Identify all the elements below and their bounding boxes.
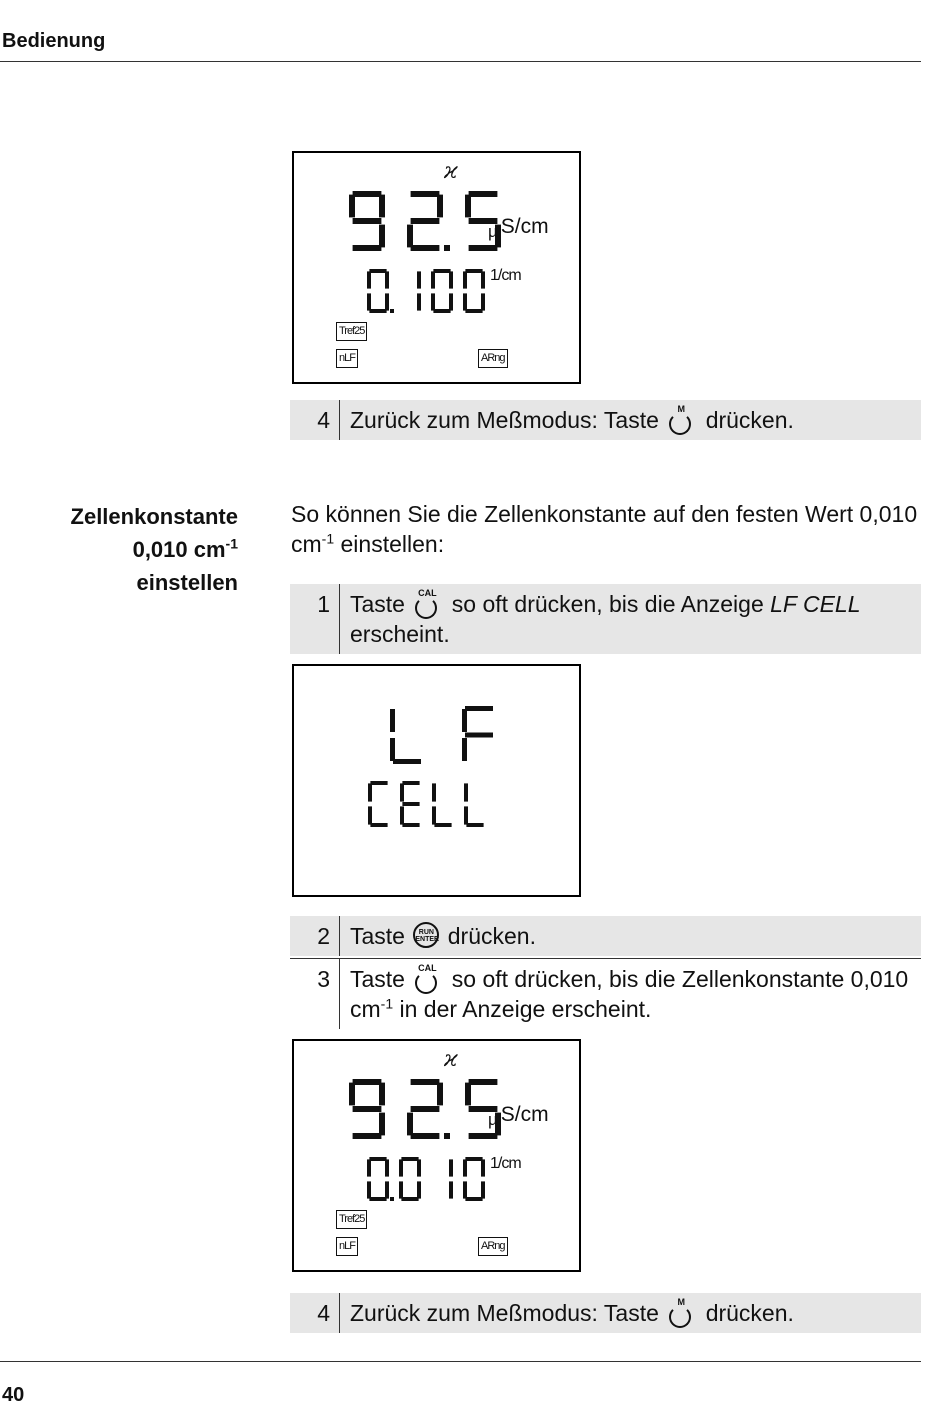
lcd-segment-0-a: [465, 1157, 482, 1161]
lcd-display-lf-cell: [292, 664, 581, 897]
step-text: [340, 400, 921, 440]
lcd-segment-2-e: [407, 225, 413, 248]
lcd-segment-9-g: [353, 1106, 382, 1112]
lcd-segment-0-e: [367, 1181, 371, 1198]
step-text: [340, 1293, 921, 1333]
micro-prefix: µ: [488, 1110, 498, 1129]
lcd-segment-0-f: [367, 271, 371, 288]
step-text-before: Taste: [350, 591, 405, 617]
step-text-after: in der Anzeige erscheint.: [393, 996, 652, 1022]
side-heading-line3: einstellen: [136, 570, 238, 595]
lcd-segment-0-b: [417, 1159, 421, 1176]
step-text-after: erscheint.: [350, 621, 450, 647]
m-key-icon: [667, 404, 697, 433]
enter-key-label: ENTER: [415, 936, 440, 943]
cal-key-icon: [413, 963, 443, 992]
lcd-segment-E-a: [402, 781, 419, 785]
lcd-segment-9-c: [379, 1113, 385, 1136]
lcd-segment-0-d: [465, 309, 482, 313]
run-enter-key-icon: [413, 922, 439, 948]
m-key-label: M: [677, 404, 686, 414]
lcd-segment-0-c: [481, 1181, 485, 1198]
lcd-segment-9-b: [379, 1083, 385, 1106]
cell-unit: 1/cm: [490, 1155, 521, 1172]
lcd-segment-L-f: [432, 783, 436, 801]
lcd-segment-5-d: [469, 245, 498, 251]
run-key-label: RUN: [418, 929, 434, 936]
lcd-segment-0-c: [417, 1181, 421, 1198]
cal-key-icon: [413, 588, 443, 617]
lcd-segment-0-d: [401, 1197, 418, 1201]
lcd-decimal-point: [444, 1133, 450, 1139]
lcd-segment-0-c: [449, 293, 453, 310]
lcd-segments: [294, 153, 579, 382]
lcd-segment-0-a: [369, 1157, 386, 1161]
main-unit: [488, 1103, 549, 1130]
footer-rule: [0, 1361, 921, 1362]
cal-key-label: CAL: [418, 963, 437, 973]
arng-indicator: ARng: [478, 349, 508, 368]
side-heading-value: 0,010 cm: [132, 537, 226, 562]
lcd-segment-9-a: [353, 191, 382, 197]
step-emphasis: LF CELL: [770, 591, 861, 617]
lcd-segment-F-g: [465, 733, 493, 738]
lcd-segment-C-f: [368, 783, 372, 801]
lcd-segment-1-b: [417, 271, 421, 288]
step-1-press-cal: [290, 584, 921, 654]
cell-unit: 1/cm: [490, 267, 521, 284]
lcd-segment-2-g: [411, 1106, 440, 1112]
lcd-segment-2-b: [437, 195, 443, 218]
lcd-segment-0-f: [431, 271, 435, 288]
lcd-segment-0-f: [399, 1159, 403, 1176]
lcd-segment-L-d: [466, 823, 483, 827]
page-number: 40: [2, 1384, 25, 1406]
lcd-segment-9-g: [353, 218, 382, 224]
intro-exponent: -1: [321, 530, 335, 547]
lcd-segment-0-c: [385, 1181, 389, 1198]
step-text-before: Taste: [350, 923, 405, 949]
lcd-segment-2-b: [437, 1083, 443, 1106]
lcd-segment-0-e: [463, 293, 467, 310]
side-heading-line1: Zellenkonstante: [70, 504, 238, 529]
lcd-decimal-point: [444, 245, 450, 251]
lcd-segment-9-f: [349, 195, 355, 218]
section-side-heading: [71, 500, 238, 599]
lcd-decimal-point: [390, 1197, 394, 1201]
lcd-segment-5-f: [465, 195, 471, 218]
step-text-middle: so oft drücken, bis die Zellenkonstante 0,010 cm: [350, 966, 909, 1022]
lcd-segment-0-b: [481, 271, 485, 288]
step-text-before: Taste: [350, 966, 405, 992]
step-number: 4: [290, 400, 340, 440]
lcd-segment-F-f: [462, 709, 467, 732]
lcd-segment-E-d: [402, 823, 419, 827]
step-number: 3: [290, 959, 340, 1029]
kappa-symbol: ϰ: [444, 1047, 458, 1072]
lcd-segment-0-b: [449, 271, 453, 288]
cal-key-label: CAL: [418, 588, 437, 598]
step-text: [340, 916, 921, 956]
lcd-segment-0-a: [433, 269, 450, 273]
lcd-segment-0-c: [385, 293, 389, 310]
lcd-segment-0-f: [463, 271, 467, 288]
lcd-segment-5-f: [465, 1083, 471, 1106]
lcd-segment-5-d: [469, 1133, 498, 1139]
m-key-icon: [667, 1297, 697, 1326]
lcd-segment-2-e: [407, 1113, 413, 1136]
lcd-decimal-point: [390, 309, 394, 313]
step-exponent: -1: [380, 995, 394, 1012]
step-3-select-cell-constant: [290, 959, 921, 1029]
lcd-segment-0-f: [367, 1159, 371, 1176]
step-text-before: Zurück zum Meßmodus: Taste: [350, 1300, 659, 1326]
lcd-segment-F-e: [462, 738, 467, 761]
lcd-segment-9-f: [349, 1083, 355, 1106]
lcd-segment-1-b: [449, 1159, 453, 1176]
lcd-segment-2-d: [411, 1133, 440, 1139]
main-unit-label: S/cm: [500, 1103, 549, 1126]
lcd-segment-L-e: [464, 806, 468, 824]
step-number: 4: [290, 1293, 340, 1333]
lcd-segment-5-a: [469, 191, 498, 197]
lcd-segment-2-a: [411, 1079, 440, 1085]
tref-indicator: Tref25: [336, 322, 367, 341]
step-number: 2: [290, 916, 340, 956]
lcd-segment-0-b: [385, 1159, 389, 1176]
lcd-segment-0-e: [399, 1181, 403, 1198]
step-text: [340, 959, 921, 1029]
main-unit-label: S/cm: [500, 215, 549, 238]
lcd-segment-0-a: [369, 269, 386, 273]
lcd-segment-9-c: [379, 225, 385, 248]
step-text-middle: so oft drücken, bis die Anzeige: [451, 591, 771, 617]
micro-prefix: µ: [488, 222, 498, 241]
lcd-segment-9-d: [353, 245, 382, 251]
lcd-segment-9-b: [379, 195, 385, 218]
header-rule: [0, 61, 921, 62]
m-key-label: M: [677, 1297, 686, 1307]
lcd-segment-0-c: [481, 293, 485, 310]
lcd-segment-9-a: [353, 1079, 382, 1085]
step-4-return-measure: [290, 400, 921, 440]
lcd-segment-C-a: [370, 781, 387, 785]
side-heading-exponent: -1: [225, 535, 238, 552]
nlf-indicator: nLF: [336, 349, 358, 368]
tref-indicator: Tref25: [336, 1210, 367, 1229]
lcd-segment-L-e: [390, 738, 395, 761]
lcd-segment-C-e: [368, 806, 372, 824]
section-intro-text: [291, 499, 921, 559]
step-text: [340, 584, 921, 654]
step-4-return-measure: [290, 1293, 921, 1333]
side-heading-line2: [71, 533, 238, 566]
lcd-segment-L-f: [390, 709, 395, 732]
lcd-segments: [294, 1041, 579, 1270]
lcd-segment-L-d: [393, 759, 421, 764]
lcd-segment-2-g: [411, 218, 440, 224]
step-text-after: drücken.: [705, 407, 794, 433]
lcd-segment-1-c: [417, 293, 421, 310]
step-text-after: drücken.: [705, 1300, 794, 1326]
lcd-display-conductivity-1: [292, 151, 581, 384]
lcd-segment-E-g: [402, 802, 419, 806]
lcd-segment-L-d: [434, 823, 451, 827]
lcd-segment-0-a: [465, 269, 482, 273]
lcd-segment-2-a: [411, 191, 440, 197]
lcd-display-conductivity-2: [292, 1039, 581, 1272]
step-text-after: drücken.: [447, 923, 536, 949]
lcd-segment-0-e: [463, 1181, 467, 1198]
lcd-segment-0-b: [385, 271, 389, 288]
lcd-segment-5-a: [469, 1079, 498, 1085]
lcd-segment-C-d: [370, 823, 387, 827]
intro-text-part1: So können Sie die Zellenkonstante auf den festen Wert 0,010 cm: [291, 501, 918, 557]
lcd-segment-1-c: [449, 1181, 453, 1198]
lcd-segment-0-f: [463, 1159, 467, 1176]
lcd-segment-0-a: [401, 1157, 418, 1161]
step-2-press-run-enter: [290, 916, 921, 956]
lcd-segment-0-e: [431, 293, 435, 310]
lcd-segment-F-a: [465, 706, 493, 711]
lcd-segment-L-f: [464, 783, 468, 801]
lcd-segment-0-e: [367, 293, 371, 310]
lcd-segment-E-f: [400, 783, 404, 801]
lcd-segment-0-d: [465, 1197, 482, 1201]
lcd-segment-0-d: [433, 309, 450, 313]
step-text-before: Zurück zum Meßmodus: Taste: [350, 407, 659, 433]
page-header-title: Bedienung: [2, 30, 106, 52]
lcd-segment-0-b: [481, 1159, 485, 1176]
lcd-segment-9-d: [353, 1133, 382, 1139]
nlf-indicator: nLF: [336, 1237, 358, 1256]
kappa-symbol: ϰ: [444, 159, 458, 184]
lcd-segment-0-d: [369, 309, 386, 313]
lcd-segment-0-d: [369, 1197, 386, 1201]
lcd-segment-L-e: [432, 806, 436, 824]
step-number: 1: [290, 584, 340, 654]
lcd-segment-2-d: [411, 245, 440, 251]
lcd-segment-E-e: [400, 806, 404, 824]
arng-indicator: ARng: [478, 1237, 508, 1256]
main-unit: [488, 215, 549, 242]
lcd-segments: [294, 666, 579, 895]
intro-text-part2: einstellen:: [334, 531, 445, 557]
